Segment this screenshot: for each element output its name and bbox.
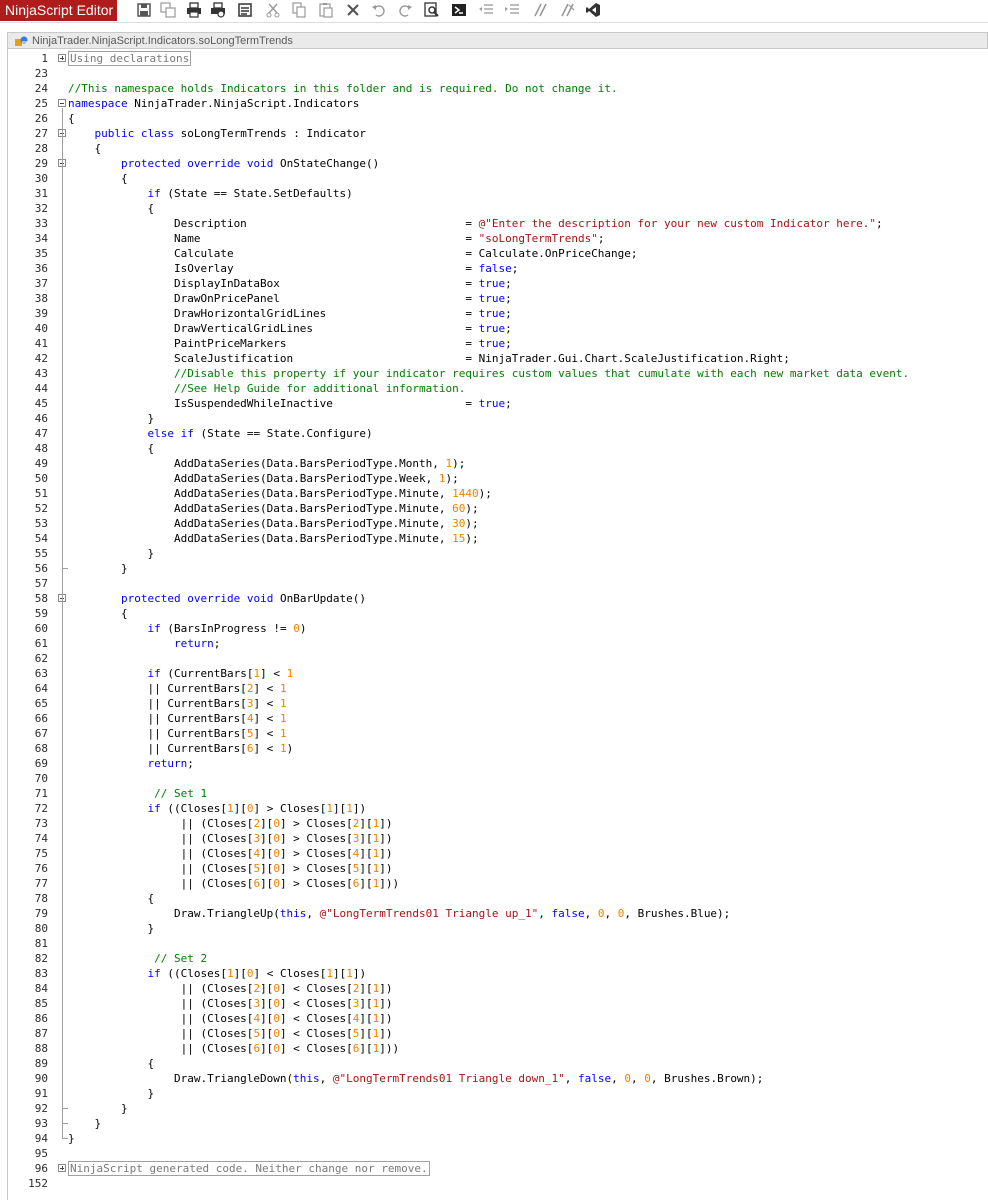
delete-icon[interactable] bbox=[345, 2, 361, 18]
code-line[interactable] bbox=[8, 906, 983, 921]
indent-icon[interactable] bbox=[504, 2, 520, 18]
code-text: || CurrentBars[3] < 1 bbox=[68, 697, 287, 710]
line-number: 40 bbox=[34, 322, 48, 335]
code-line[interactable] bbox=[8, 1131, 983, 1146]
line-number: 78 bbox=[34, 892, 48, 905]
code-line[interactable] bbox=[8, 951, 983, 966]
line-number: 42 bbox=[34, 352, 48, 365]
code-text: { bbox=[68, 1057, 155, 1070]
code-line[interactable] bbox=[8, 816, 983, 831]
comment-icon[interactable] bbox=[532, 2, 548, 18]
line-number: 85 bbox=[34, 997, 48, 1010]
line-number: 53 bbox=[34, 517, 48, 530]
code-text: protected override void OnStateChange() bbox=[120, 157, 380, 170]
line-number: 90 bbox=[34, 1072, 48, 1085]
code-line[interactable] bbox=[8, 321, 983, 336]
line-number: 71 bbox=[34, 787, 48, 800]
line-number: 65 bbox=[34, 697, 48, 710]
code-line[interactable] bbox=[8, 1041, 983, 1056]
code-line[interactable] bbox=[8, 711, 983, 726]
code-text: protected override void OnBarUpdate() bbox=[120, 592, 367, 605]
code-text: return; bbox=[173, 637, 221, 650]
code-text: AddDataSeries(Data.BarsPeriodType.Minute, 1440); bbox=[68, 487, 492, 500]
code-text: || (Closes[3][0] < Closes[3][1]) bbox=[68, 997, 393, 1010]
code-text: || (Closes[6][0] > Closes[6][1])) bbox=[68, 877, 400, 890]
code-text: if ((Closes[1][0] < Closes[1][1]) bbox=[147, 967, 367, 980]
code-line[interactable] bbox=[8, 426, 983, 441]
code-line[interactable] bbox=[8, 261, 983, 276]
code-text: public class soLongTermTrends : Indicator bbox=[94, 127, 367, 140]
code-line[interactable] bbox=[8, 981, 983, 996]
code-text: { bbox=[68, 112, 75, 125]
line-number: 91 bbox=[34, 1087, 48, 1100]
line-number: 79 bbox=[34, 907, 48, 920]
line-number: 74 bbox=[34, 832, 48, 845]
code-text: else if (State == State.Configure) bbox=[147, 427, 373, 440]
line-number: 29 bbox=[34, 157, 48, 170]
ninjascript-file-icon bbox=[15, 35, 29, 47]
code-line[interactable] bbox=[8, 306, 983, 321]
line-number: 67 bbox=[34, 727, 48, 740]
code-text: //See Help Guide for additional information. bbox=[173, 382, 466, 395]
code-line[interactable] bbox=[8, 1026, 983, 1041]
code-text: { bbox=[68, 202, 155, 215]
code-line[interactable] bbox=[8, 216, 983, 231]
line-number: 55 bbox=[34, 547, 48, 560]
code-line[interactable] bbox=[8, 336, 983, 351]
code-text: Using declarations bbox=[70, 52, 190, 65]
code-line[interactable] bbox=[8, 351, 983, 366]
code-line[interactable] bbox=[8, 636, 983, 651]
line-number: 94 bbox=[34, 1132, 48, 1145]
code-line[interactable] bbox=[8, 681, 983, 696]
line-number: 27 bbox=[34, 127, 48, 140]
code-text: DrawVerticalGridLines = true; bbox=[68, 322, 512, 335]
line-number: 30 bbox=[34, 172, 48, 185]
line-number: 66 bbox=[34, 712, 48, 725]
code-line[interactable] bbox=[8, 1071, 983, 1086]
code-line[interactable] bbox=[8, 396, 983, 411]
code-text: { bbox=[68, 442, 155, 455]
expand-region-icon[interactable] bbox=[58, 1164, 66, 1172]
line-number: 44 bbox=[34, 382, 48, 395]
code-text: } bbox=[68, 1117, 102, 1130]
code-text: { bbox=[68, 892, 155, 905]
line-number: 46 bbox=[34, 412, 48, 425]
properties-icon[interactable] bbox=[237, 2, 253, 18]
line-number: 83 bbox=[34, 967, 48, 980]
line-number: 82 bbox=[34, 952, 48, 965]
code-line[interactable] bbox=[8, 111, 983, 126]
visual-studio-icon[interactable] bbox=[585, 2, 601, 18]
code-line[interactable] bbox=[8, 1116, 983, 1131]
line-number: 48 bbox=[34, 442, 48, 455]
code-text: || (Closes[5][0] < Closes[5][1]) bbox=[68, 1027, 393, 1040]
code-text: Description = @"Enter the description for your new custom Indicator here."; bbox=[68, 217, 883, 230]
tab-title: NinjaTrader.NinjaScript.Indicators.soLongTermTrends bbox=[32, 35, 293, 47]
line-number: 24 bbox=[34, 82, 48, 95]
code-text: // Set 2 bbox=[154, 952, 208, 965]
code-line[interactable] bbox=[8, 1011, 983, 1026]
code-line[interactable] bbox=[8, 921, 983, 936]
line-number: 32 bbox=[34, 202, 48, 215]
uncomment-icon[interactable] bbox=[559, 2, 575, 18]
paste-icon[interactable] bbox=[318, 2, 334, 18]
code-text: || (Closes[5][0] > Closes[5][1]) bbox=[68, 862, 393, 875]
code-line[interactable] bbox=[8, 546, 983, 561]
line-number: 54 bbox=[34, 532, 48, 545]
code-text: DisplayInDataBox = true; bbox=[68, 277, 512, 290]
line-number: 62 bbox=[34, 652, 48, 665]
code-text: } bbox=[68, 412, 155, 425]
code-line[interactable] bbox=[8, 156, 983, 171]
code-text: || (Closes[4][0] > Closes[4][1]) bbox=[68, 847, 393, 860]
line-number: 69 bbox=[34, 757, 48, 770]
outline-guide bbox=[62, 603, 63, 1108]
code-line[interactable] bbox=[8, 276, 983, 291]
line-number: 45 bbox=[34, 397, 48, 410]
code-line[interactable] bbox=[8, 96, 983, 111]
code-line[interactable] bbox=[8, 186, 983, 201]
outline-guide-end bbox=[62, 1108, 68, 1109]
code-text: Draw.TriangleDown(this, @"LongTermTrends01 Triangle down_1", false, 0, 0, Brushes.Brown); bbox=[68, 1072, 764, 1085]
line-number: 39 bbox=[34, 307, 48, 320]
code-text: { bbox=[68, 607, 128, 620]
line-number: 50 bbox=[34, 472, 48, 485]
line-number: 72 bbox=[34, 802, 48, 815]
line-number: 86 bbox=[34, 1012, 48, 1025]
code-text: || (Closes[2][0] > Closes[2][1]) bbox=[68, 817, 393, 830]
code-line[interactable] bbox=[8, 456, 983, 471]
code-line[interactable] bbox=[8, 666, 983, 681]
code-text: Calculate = Calculate.OnPriceChange; bbox=[68, 247, 638, 260]
code-text: } bbox=[68, 1132, 75, 1145]
code-text: IsOverlay = false; bbox=[68, 262, 519, 275]
line-number: 49 bbox=[34, 457, 48, 470]
code-text: || (Closes[3][0] > Closes[3][1]) bbox=[68, 832, 393, 845]
code-text: } bbox=[68, 1087, 155, 1100]
code-line[interactable] bbox=[8, 876, 983, 891]
code-line[interactable] bbox=[8, 126, 983, 141]
outline-guide bbox=[62, 168, 63, 568]
code-text: { bbox=[68, 172, 128, 185]
code-text: || CurrentBars[4] < 1 bbox=[68, 712, 287, 725]
line-number: 93 bbox=[34, 1117, 48, 1130]
code-text: if (CurrentBars[1] < 1 bbox=[147, 667, 294, 680]
code-text: // Set 1 bbox=[154, 787, 208, 800]
line-number: 38 bbox=[34, 292, 48, 305]
code-line[interactable] bbox=[8, 51, 983, 66]
line-number: 58 bbox=[34, 592, 48, 605]
line-number: 28 bbox=[34, 142, 48, 155]
line-number: 59 bbox=[34, 607, 48, 620]
code-text: Name = "soLongTermTrends"; bbox=[68, 232, 605, 245]
line-number: 51 bbox=[34, 487, 48, 500]
code-text: DrawOnPricePanel = true; bbox=[68, 292, 512, 305]
code-line[interactable] bbox=[8, 966, 983, 981]
find-icon[interactable] bbox=[424, 2, 440, 18]
line-number: 70 bbox=[34, 772, 48, 785]
outline-guide-end bbox=[62, 1138, 68, 1139]
code-line[interactable] bbox=[8, 741, 983, 756]
line-number: 76 bbox=[34, 862, 48, 875]
code-text: || (Closes[4][0] < Closes[4][1]) bbox=[68, 1012, 393, 1025]
code-text: DrawHorizontalGridLines = true; bbox=[68, 307, 512, 320]
code-line[interactable] bbox=[8, 831, 983, 846]
code-text: return; bbox=[147, 757, 194, 770]
line-number: 89 bbox=[34, 1057, 48, 1070]
code-line[interactable] bbox=[8, 411, 983, 426]
line-number: 80 bbox=[34, 922, 48, 935]
line-number: 68 bbox=[34, 742, 48, 755]
line-number: 64 bbox=[34, 682, 48, 695]
compile-icon[interactable] bbox=[451, 2, 467, 18]
line-number: 84 bbox=[34, 982, 48, 995]
code-text: if (BarsInProgress != 0) bbox=[147, 622, 307, 635]
line-number: 25 bbox=[34, 97, 48, 110]
line-number: 95 bbox=[34, 1147, 48, 1160]
line-number: 31 bbox=[34, 187, 48, 200]
code-text: || (Closes[2][0] < Closes[2][1]) bbox=[68, 982, 393, 995]
redo-icon[interactable] bbox=[397, 2, 413, 18]
code-line[interactable] bbox=[8, 561, 983, 576]
line-number: 92 bbox=[34, 1102, 48, 1115]
code-line[interactable] bbox=[8, 501, 983, 516]
code-line[interactable] bbox=[8, 81, 983, 96]
line-number: 77 bbox=[34, 877, 48, 890]
code-line[interactable] bbox=[8, 591, 983, 606]
code-text: PaintPriceMarkers = true; bbox=[68, 337, 512, 350]
undo-icon[interactable] bbox=[371, 2, 387, 18]
line-number: 60 bbox=[34, 622, 48, 635]
code-text: || CurrentBars[2] < 1 bbox=[68, 682, 287, 695]
code-text: NinjaScript generated code. Neither change nor remove. bbox=[70, 1162, 428, 1175]
code-text: AddDataSeries(Data.BarsPeriodType.Minute, 30); bbox=[68, 517, 479, 530]
line-number: 152 bbox=[28, 1177, 48, 1190]
line-number: 61 bbox=[34, 637, 48, 650]
code-line[interactable] bbox=[8, 531, 983, 546]
line-number: 1 bbox=[41, 52, 48, 65]
code-line[interactable] bbox=[8, 996, 983, 1011]
code-text: ScaleJustification = NinjaTrader.Gui.Chart.ScaleJustification.Right; bbox=[68, 352, 790, 365]
code-text: || CurrentBars[6] < 1) bbox=[68, 742, 294, 755]
code-text: AddDataSeries(Data.BarsPeriodType.Minute, 15); bbox=[68, 532, 479, 545]
code-line[interactable] bbox=[8, 1101, 983, 1116]
code-text: || (Closes[6][0] < Closes[6][1])) bbox=[68, 1042, 400, 1055]
code-line[interactable] bbox=[8, 231, 983, 246]
code-line[interactable] bbox=[8, 441, 983, 456]
cut-icon[interactable] bbox=[265, 2, 281, 18]
code-line[interactable] bbox=[8, 381, 983, 396]
line-number: 37 bbox=[34, 277, 48, 290]
code-line[interactable] bbox=[8, 366, 983, 381]
code-line[interactable] bbox=[8, 486, 983, 501]
code-text: //This namespace holds Indicators in this folder and is required. Do not change it. bbox=[68, 82, 618, 95]
code-line[interactable] bbox=[8, 726, 983, 741]
save-icon[interactable] bbox=[136, 2, 152, 18]
code-text: AddDataSeries(Data.BarsPeriodType.Minute, 60); bbox=[68, 502, 479, 515]
line-number: 33 bbox=[34, 217, 48, 230]
code-text: IsSuspendedWhileInactive = true; bbox=[68, 397, 512, 410]
outdent-icon[interactable] bbox=[478, 2, 494, 18]
code-text: if (State == State.SetDefaults) bbox=[147, 187, 353, 200]
code-line[interactable] bbox=[8, 291, 983, 306]
code-line[interactable] bbox=[8, 651, 983, 666]
outline-guide-end bbox=[62, 568, 68, 569]
code-text: AddDataSeries(Data.BarsPeriodType.Month, 1); bbox=[68, 457, 466, 470]
code-text: || CurrentBars[5] < 1 bbox=[68, 727, 287, 740]
code-line[interactable] bbox=[8, 936, 983, 951]
code-text: } bbox=[68, 922, 155, 935]
line-number: 81 bbox=[34, 937, 48, 950]
code-line[interactable] bbox=[8, 801, 983, 816]
code-line[interactable] bbox=[8, 171, 983, 186]
print-icon[interactable] bbox=[186, 2, 202, 18]
line-number: 87 bbox=[34, 1027, 48, 1040]
outline-guide-end bbox=[62, 1123, 68, 1124]
code-line[interactable] bbox=[8, 756, 983, 771]
line-number: 57 bbox=[34, 577, 48, 590]
toolbar bbox=[0, 0, 988, 23]
code-line[interactable] bbox=[8, 516, 983, 531]
code-line[interactable] bbox=[8, 201, 983, 216]
line-number: 43 bbox=[34, 367, 48, 380]
code-line[interactable] bbox=[8, 141, 983, 156]
code-text: if ((Closes[1][0] > Closes[1][1]) bbox=[147, 802, 367, 815]
code-line[interactable] bbox=[8, 66, 983, 81]
code-line[interactable] bbox=[8, 696, 983, 711]
line-number: 88 bbox=[34, 1042, 48, 1055]
line-number: 96 bbox=[34, 1162, 48, 1175]
code-line[interactable] bbox=[8, 861, 983, 876]
code-text: } bbox=[68, 562, 128, 575]
copy-icon[interactable] bbox=[291, 2, 307, 18]
code-text: AddDataSeries(Data.BarsPeriodType.Week, 1); bbox=[68, 472, 459, 485]
code-text: namespace NinjaTrader.NinjaScript.Indicators bbox=[68, 97, 360, 110]
code-line[interactable] bbox=[8, 1176, 983, 1191]
line-number: 35 bbox=[34, 247, 48, 260]
line-number: 63 bbox=[34, 667, 48, 680]
code-text: } bbox=[68, 547, 155, 560]
code-line[interactable] bbox=[8, 891, 983, 906]
line-number: 75 bbox=[34, 847, 48, 860]
code-editor[interactable] bbox=[7, 49, 988, 1200]
app-title: NinjaScript Editor bbox=[0, 0, 117, 21]
code-line[interactable] bbox=[8, 576, 983, 591]
collapse-region-icon[interactable] bbox=[58, 99, 66, 107]
code-text: Draw.TriangleUp(this, @"LongTermTrends01 Triangle up_1", false, 0, 0, Brushes.Blue); bbox=[68, 907, 731, 920]
code-text: //Disable this property if your indicator requires custom values that cumulate with each new market data event. bbox=[173, 367, 910, 380]
code-line[interactable] bbox=[8, 246, 983, 261]
code-line[interactable] bbox=[8, 1161, 983, 1176]
expand-region-icon[interactable] bbox=[58, 54, 66, 62]
code-text: } bbox=[68, 1102, 128, 1115]
line-number: 73 bbox=[34, 817, 48, 830]
code-line[interactable] bbox=[8, 846, 983, 861]
code-line[interactable] bbox=[8, 786, 983, 801]
code-line[interactable] bbox=[8, 621, 983, 636]
save-all-icon[interactable] bbox=[160, 2, 176, 18]
line-number: 34 bbox=[34, 232, 48, 245]
line-number: 23 bbox=[34, 67, 48, 80]
code-line[interactable] bbox=[8, 1086, 983, 1101]
print-preview-icon[interactable] bbox=[210, 2, 226, 18]
code-line[interactable] bbox=[8, 1146, 983, 1161]
line-number: 56 bbox=[34, 562, 48, 575]
code-line[interactable] bbox=[8, 471, 983, 486]
line-number: 52 bbox=[34, 502, 48, 515]
line-number: 41 bbox=[34, 337, 48, 350]
code-text: { bbox=[68, 142, 102, 155]
line-number: 47 bbox=[34, 427, 48, 440]
code-line[interactable] bbox=[8, 606, 983, 621]
editor-tab[interactable] bbox=[7, 32, 988, 49]
code-line[interactable] bbox=[8, 771, 983, 786]
line-number: 36 bbox=[34, 262, 48, 275]
code-line[interactable] bbox=[8, 1056, 983, 1071]
line-number: 26 bbox=[34, 112, 48, 125]
